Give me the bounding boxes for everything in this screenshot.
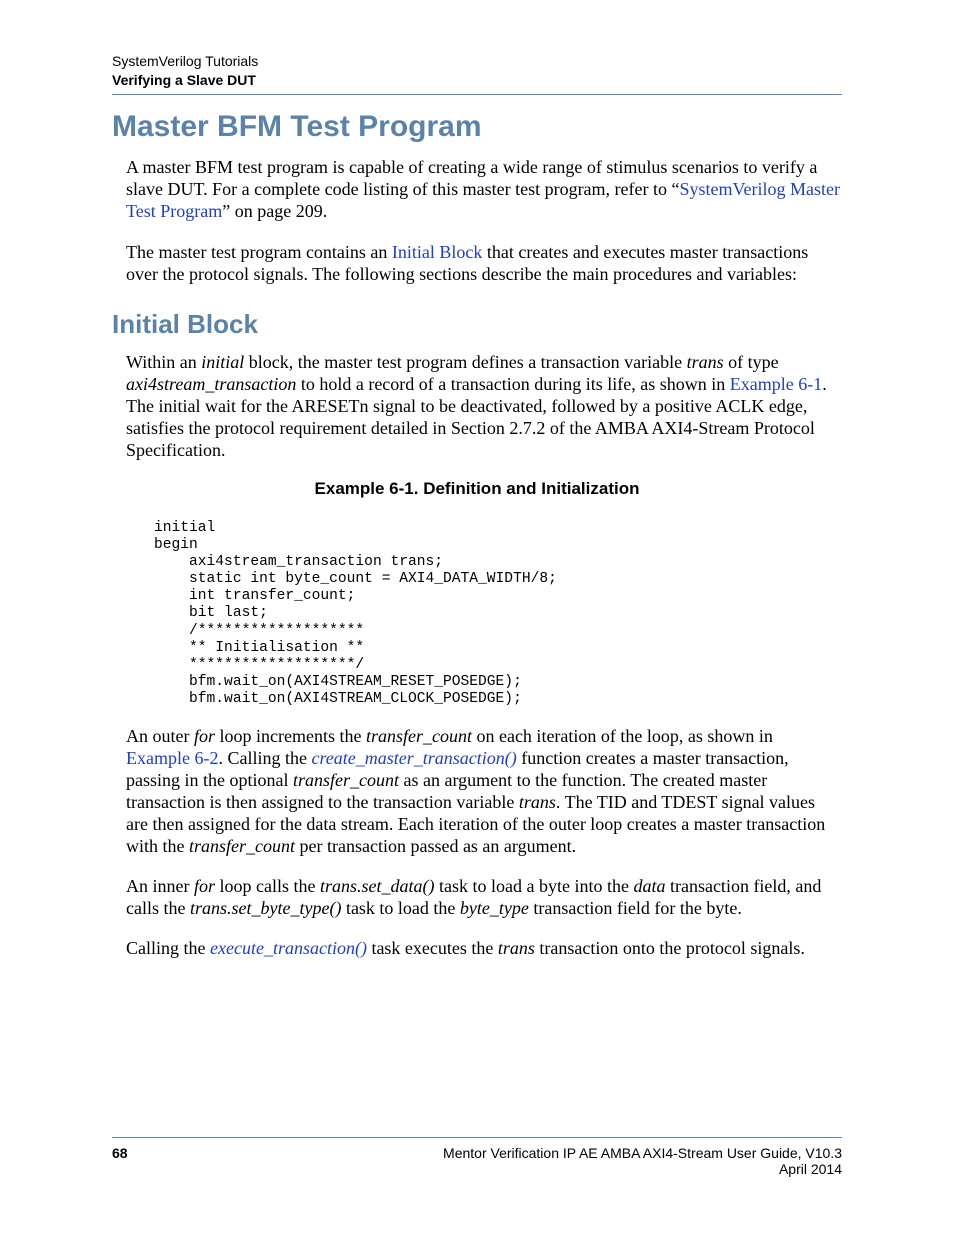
link-systemverilog-master-test-program[interactable]: SystemVerilog Master Test Program [126, 179, 840, 221]
running-header-chapter: SystemVerilog Tutorials [112, 53, 259, 69]
code-listing: initial begin axi4stream_transaction trans; static int byte_count = AXI4_DATA_WIDTH/8; int transfer_count; bit last; /******************* ** Initialisation ** *******************/ bfm.wait_on(AXI4STREAM_RESET_POSEDGE); bfm.wait_on(AXI4STREAM_CLOCK_POSEDGE); [154, 520, 557, 707]
section-title-initial-block: Initial Block [112, 309, 258, 339]
example-caption: Example 6-1. Definition and Initialization [314, 479, 640, 498]
footer-rule [112, 1137, 842, 1138]
intro-paragraph: A master BFM test program is capable of creating a wide range of stimulus scenarios to verify a slave DUT. For a complete code listing of this master test program, refer to “SystemVerilog Master Test Program” on page 209. [126, 157, 840, 221]
link-create-master-transaction[interactable]: create_master_transaction() [311, 748, 517, 768]
link-example-6-2[interactable]: Example 6-2 [126, 748, 219, 768]
running-header-section: Verifying a Slave DUT [112, 72, 256, 88]
link-execute-transaction[interactable]: execute_transaction() [210, 938, 367, 958]
overview-paragraph: The master test program contains an Initial Block that creates and executes master transactions over the protocol signals. The following sections describe the main procedures and variables: [126, 242, 809, 284]
footer-date: April 2014 [778, 1161, 842, 1177]
initial-block-paragraph: Within an initial block, the master test program defines a transaction variable trans of type axi4stream_transaction to hold a record of a transaction during its life, as shown in Example 6-1. The initial wait for the ARESETn signal to be deactivated, followed by a positive ACLK edge, satisfies the protocol requirement detailed in Section 2.7.2 of the AMBA AXI4-Stream Protocol Specification. [126, 352, 827, 460]
inner-loop-paragraph: An inner for loop calls the trans.set_data() task to load a byte into the data transaction field, and calls the trans.set_byte_type() task to load the byte_type transaction field for the byte. [126, 876, 822, 918]
execute-paragraph: Calling the execute_transaction() task executes the trans transaction onto the protocol signals. [126, 938, 805, 958]
page-number: 68 [112, 1145, 128, 1161]
link-initial-block[interactable]: Initial Block [391, 242, 483, 262]
section-title-master-bfm: Master BFM Test Program [112, 110, 482, 143]
footer-doc-title: Mentor Verification IP AE AMBA AXI4-Stream User Guide, V10.3 [443, 1145, 842, 1161]
header-rule [112, 94, 842, 95]
link-example-6-1[interactable]: Example 6-1 [729, 374, 823, 394]
outer-loop-paragraph: An outer for loop increments the transfer_count on each iteration of the loop, as shown in Example 6-2. Calling the create_master_transaction() function creates a master transaction, passing in the optional transfer_count as an argument to the function. The created master transaction is then assigned to the transaction variable trans. The TID and TDEST signal values are then assigned for the data stream. Each iteration of the outer loop creates a master transaction with the transfer_count per transaction passed as an argument. [126, 726, 826, 856]
